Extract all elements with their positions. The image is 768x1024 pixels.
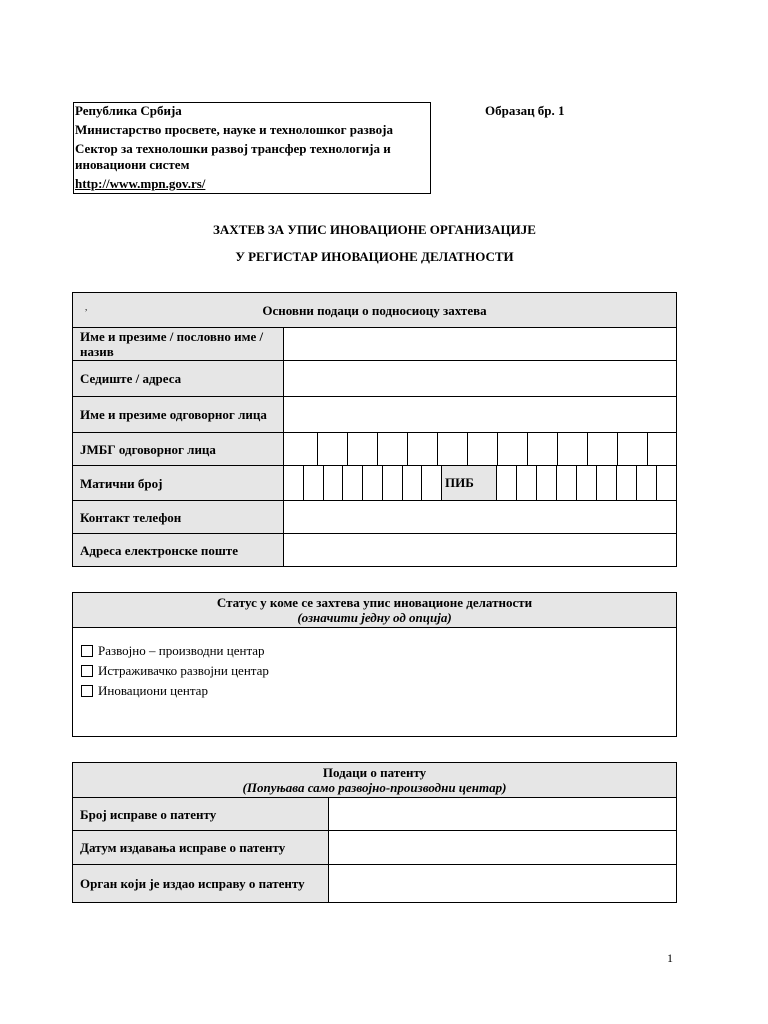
title-line-1: ЗАХТЕВ ЗА УПИС ИНОВАЦИОНЕ ОРГАНИЗАЦИЈЕ — [213, 222, 536, 237]
pib-digit-box[interactable] — [537, 466, 557, 500]
sector-name: Сектор за технолошки развој трансфер технологија и иновациони систем — [75, 141, 391, 172]
jmbg-digit-box[interactable] — [378, 433, 408, 465]
email-field[interactable] — [284, 534, 676, 566]
patent-section-title: Подаци о патенту — [322, 765, 427, 780]
checkbox[interactable] — [81, 685, 93, 697]
document-title — [72, 221, 677, 266]
jmbg-label: ЈМБГ одговорног лица — [80, 441, 216, 457]
jmbg-digit-box[interactable] — [558, 433, 588, 465]
pib-digit-box[interactable] — [577, 466, 597, 500]
responsible-person-label: Име и презиме одговорног лица — [80, 407, 267, 422]
field-label-cell — [73, 397, 284, 432]
patent-document-number-field[interactable] — [329, 798, 676, 830]
field-label-cell — [73, 865, 329, 902]
jmbg-digit-box[interactable] — [348, 433, 378, 465]
pib-digit-box[interactable] — [637, 466, 657, 500]
pib-digit-box[interactable] — [617, 466, 637, 500]
table-row — [73, 533, 676, 566]
page-number: 1 — [667, 951, 673, 965]
website-line — [75, 176, 428, 192]
applicant-table-header — [73, 293, 676, 327]
field-label-cell — [73, 534, 284, 566]
patent-issue-date-label: Датум издавања исправе о патенту — [80, 840, 286, 855]
field-label-cell — [73, 328, 284, 360]
table-row — [73, 465, 676, 500]
patent-instruction: (Попуњава само развојно-производни центар) — [242, 780, 507, 795]
jmbg-digit-box[interactable] — [408, 433, 438, 465]
checkbox[interactable] — [81, 645, 93, 657]
status-option-innovation-center[interactable] — [81, 681, 676, 701]
table-row — [73, 830, 676, 864]
status-table-header — [73, 593, 676, 627]
jmbg-digit-box[interactable] — [284, 433, 318, 465]
ministry-website-link[interactable]: http://www.mpn.gov.rs/ — [75, 176, 206, 191]
option-label: Развојно – производни центар — [98, 643, 265, 658]
status-header-text — [217, 595, 532, 625]
table-row — [73, 432, 676, 465]
pib-digit-box[interactable] — [557, 466, 577, 500]
seat-address-label: Седиште / адреса — [80, 371, 182, 386]
jmbg-digit-box[interactable] — [648, 433, 678, 465]
patent-table — [72, 762, 677, 903]
field-label-cell — [73, 466, 284, 500]
stray-mark: , — [85, 302, 88, 312]
pib-label: ПИБ — [445, 475, 474, 490]
pib-digit-boxes — [497, 466, 676, 500]
applicant-name-label: Име и презиме / пословно име / назив — [80, 329, 264, 359]
option-label: Истраживачко развојни центар — [98, 663, 269, 678]
registration-number-digit-box[interactable] — [343, 466, 363, 500]
registration-number-digit-box[interactable] — [383, 466, 403, 500]
pib-digit-box[interactable] — [517, 466, 537, 500]
registration-number-label: Матични број — [80, 475, 163, 491]
applicant-section-title: Основни подаци о подносиоцу захтева — [262, 302, 487, 318]
table-row — [73, 864, 676, 902]
table-row — [73, 327, 676, 360]
registration-number-digit-boxes — [284, 466, 442, 500]
field-label-cell — [73, 361, 284, 396]
status-section-title: Статус у коме се захтева упис иновационе делатности — [216, 595, 533, 610]
field-label-cell — [73, 798, 329, 830]
responsible-person-field[interactable] — [284, 397, 676, 432]
table-row — [73, 396, 676, 432]
jmbg-digit-box[interactable] — [498, 433, 528, 465]
table-row — [73, 797, 676, 830]
status-table — [72, 592, 677, 737]
status-instruction: (означити једну од опција) — [297, 610, 452, 625]
patent-table-header — [73, 763, 676, 797]
registration-number-digit-box[interactable] — [422, 466, 442, 500]
patent-issuing-authority-label: Орган који је издао исправу о патенту — [80, 876, 305, 891]
country-name: Република Србија — [75, 103, 182, 118]
status-options — [73, 627, 676, 736]
patent-document-number-label: Број исправе о патенту — [80, 806, 217, 822]
jmbg-digit-box[interactable] — [618, 433, 648, 465]
field-label-cell — [73, 831, 329, 864]
checkbox[interactable] — [81, 665, 93, 677]
registration-number-digit-box[interactable] — [363, 466, 383, 500]
jmbg-digit-box[interactable] — [588, 433, 618, 465]
ministry-name: Министарство просвете, науке и технолошког развоја — [75, 122, 393, 137]
jmbg-digit-box[interactable] — [318, 433, 348, 465]
applicant-name-field[interactable] — [284, 328, 676, 360]
applicant-data-table — [72, 292, 677, 567]
jmbg-digit-box[interactable] — [528, 433, 558, 465]
seat-address-field[interactable] — [284, 361, 676, 396]
registration-number-digit-box[interactable] — [284, 466, 304, 500]
contact-phone-label: Контакт телефон — [80, 509, 182, 525]
table-row — [73, 360, 676, 396]
patent-issue-date-field[interactable] — [329, 831, 676, 864]
issuer-info-box — [73, 102, 431, 194]
option-label: Иновациони центар — [98, 683, 208, 698]
jmbg-digit-box[interactable] — [438, 433, 468, 465]
registration-number-digit-box[interactable] — [324, 466, 344, 500]
field-label-cell — [73, 501, 284, 533]
email-label: Адреса електронске поште — [80, 542, 238, 558]
pib-label-cell — [442, 466, 497, 500]
pib-digit-box[interactable] — [497, 466, 517, 500]
pib-digit-box[interactable] — [597, 466, 617, 500]
registration-number-digit-box[interactable] — [304, 466, 324, 500]
patent-header-text — [243, 765, 507, 795]
jmbg-digit-boxes — [284, 433, 678, 465]
jmbg-digit-box[interactable] — [468, 433, 498, 465]
table-row — [73, 500, 676, 533]
form-number: Образац бр. 1 — [485, 103, 565, 118]
field-label-cell — [73, 433, 284, 465]
contact-phone-field[interactable] — [284, 501, 676, 533]
patent-issuing-authority-field[interactable] — [329, 865, 676, 902]
pib-digit-box[interactable] — [657, 466, 676, 500]
status-option-development-production[interactable] — [81, 641, 676, 661]
title-line-2: У РЕГИСТАР ИНОВАЦИОНЕ ДЕЛАТНОСТИ — [235, 249, 514, 264]
registration-number-digit-box[interactable] — [403, 466, 423, 500]
status-option-research-development[interactable] — [81, 661, 676, 681]
